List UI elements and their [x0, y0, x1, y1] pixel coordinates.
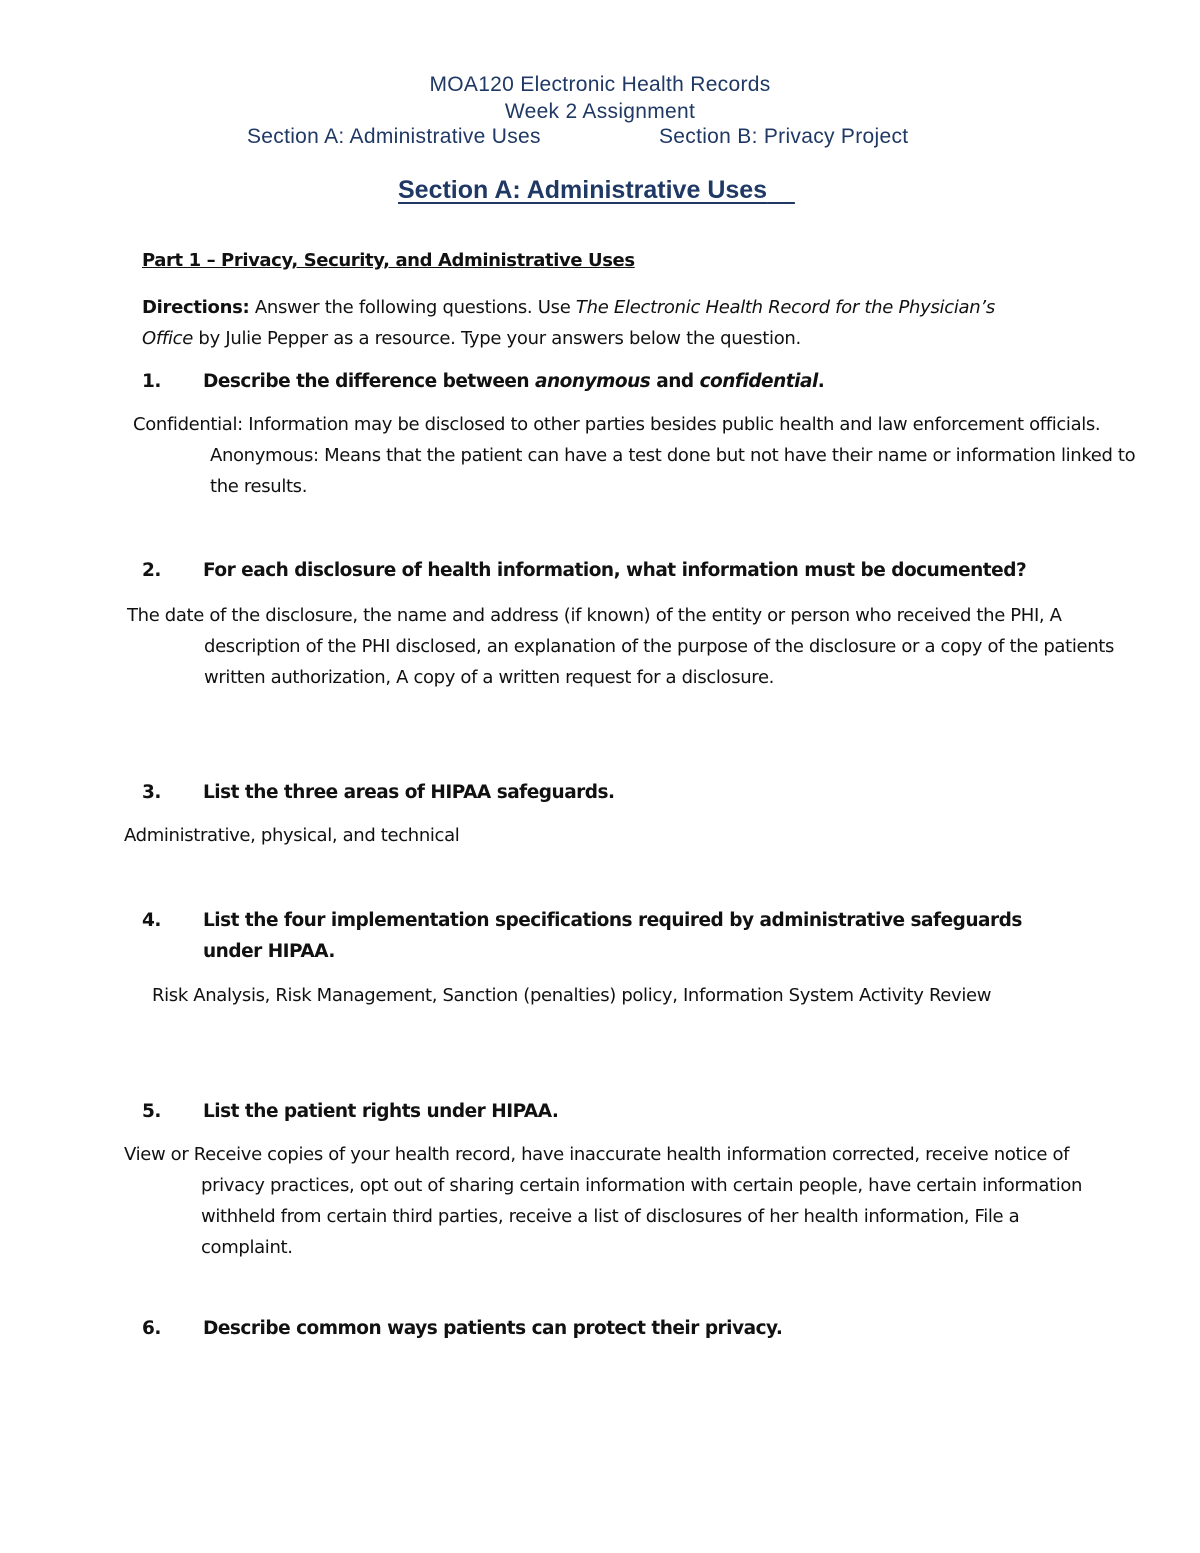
book-title: The Electronic Health Record for the Physician’s Office: [142, 297, 995, 349]
answer-3: Administrative, physical, and technical: [124, 825, 460, 846]
question-number: 3.: [142, 782, 161, 803]
directions-text-2: by Julie Pepper as a resource. Type your answers below the question.: [193, 328, 801, 349]
section-headings: [0, 125, 1200, 152]
question-number: 2.: [142, 560, 161, 581]
answer-1: Confidential: Information may be disclosed to other parties besides public health and law enforcement officials. Anonymous: Means that the patient can have a test done but not have their name or information linked to the results.: [133, 414, 1136, 497]
question-6: [142, 1313, 1072, 1344]
question-number: 5.: [142, 1101, 161, 1122]
question-text: List the four implementation specifications required by administrative safeguards under HIPAA.: [203, 910, 1022, 962]
section-a-title-text: Section A: Administrative Uses: [398, 176, 768, 204]
section-a-title: [398, 176, 834, 205]
answer-4: Risk Analysis, Risk Management, Sanction (penalties) policy, Information System Activity Review: [152, 985, 992, 1006]
question-text-part: Describe the difference between: [203, 371, 536, 392]
question-emphasis-anonymous: anonymous: [535, 371, 651, 392]
question-2: [142, 555, 1072, 586]
course-title: MOA120 Electronic Health Records: [429, 73, 771, 96]
question-5: [142, 1096, 1072, 1127]
directions-label: Directions:: [142, 297, 250, 318]
question-number: 6.: [142, 1318, 161, 1339]
section-b-heading: Section B: Privacy Project: [659, 125, 909, 148]
question-text: List the three areas of HIPAA safeguards.: [203, 782, 615, 803]
answer-2: The date of the disclosure, the name and address (if known) of the entity or person who received the PHI, A description of the PHI disclosed, an explanation of the purpose of the disclosure or a copy of the patients written authorization, A copy of a written request for a disclosure.: [127, 605, 1114, 688]
question-emphasis-confidential: confidential: [699, 371, 818, 392]
answer-5: View or Receive copies of your health record, have inaccurate health information corrected, receive notice of privacy practices, opt out of sharing certain information with certain people, have certain information withheld from certain third parties, receive a list of disclosures of her health information, File a complaint.: [124, 1144, 1083, 1258]
part-title: Part 1 – Privacy, Security, and Administrative Uses: [142, 250, 635, 271]
question-text-part: and: [650, 371, 700, 392]
question-text-part: .: [817, 371, 825, 392]
question-text: Describe common ways patients can protect their privacy.: [203, 1318, 783, 1339]
question-1: [142, 366, 1072, 397]
question-3: [142, 777, 1072, 808]
question-number: 1.: [142, 371, 161, 392]
question-text: [203, 366, 1072, 397]
question-4: [142, 905, 1072, 967]
assignment-title: Week 2 Assignment: [504, 100, 696, 123]
question-text: List the patient rights under HIPAA.: [203, 1101, 559, 1122]
directions-text-1: Answer the following questions. Use: [249, 297, 576, 318]
section-a-heading: Section A: Administrative Uses: [247, 125, 541, 148]
question-text: For each disclosure of health information, what information must be documented?: [203, 560, 1027, 581]
directions: [142, 292, 1002, 354]
question-number: 4.: [142, 910, 161, 931]
